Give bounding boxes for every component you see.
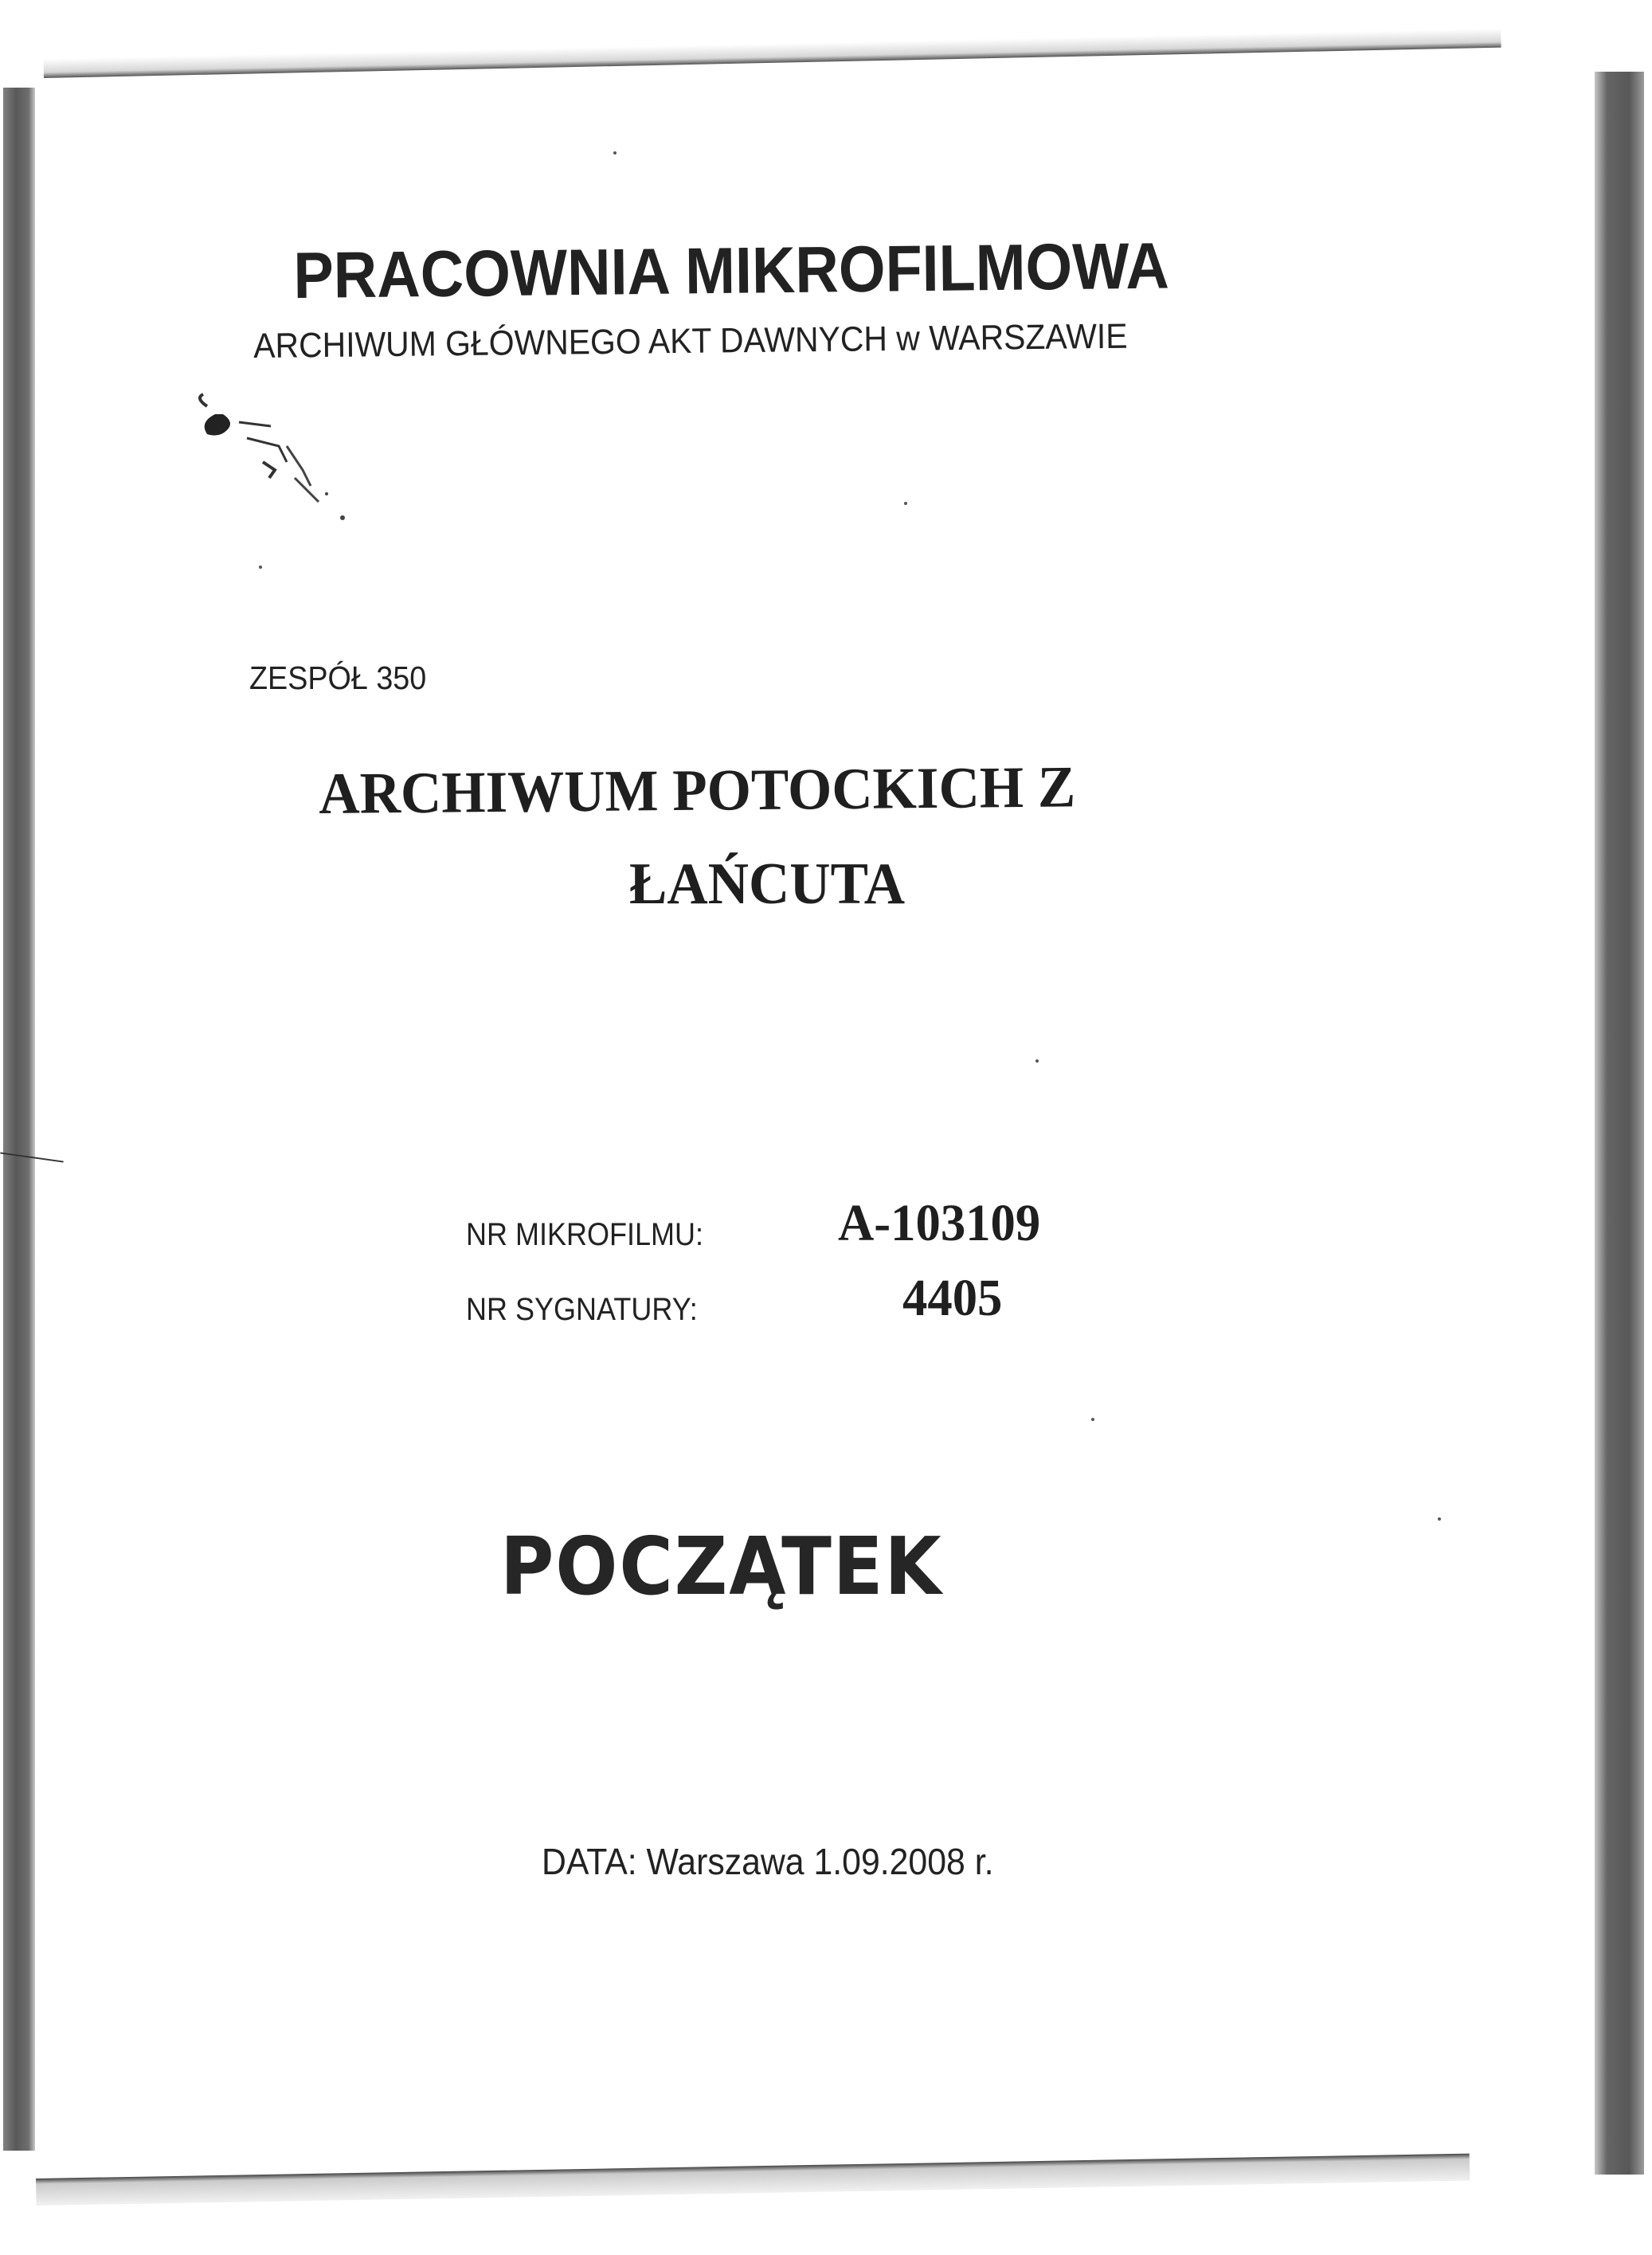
- archive-name-line2: ŁAŃCUTA: [629, 851, 906, 917]
- header-subtitle: ARCHIWUM GŁÓWNEGO AKT DAWNYCH w WARSZAWIE: [253, 316, 1128, 366]
- ink-blot-icon: [191, 390, 382, 534]
- scan-speck: [259, 566, 262, 569]
- left-scan-edge: [3, 88, 35, 2151]
- archive-name-line1: ARCHIWUM POTOCKICH Z: [319, 754, 1076, 827]
- scan-speck: [1035, 1059, 1039, 1063]
- signature-number-value: 4405: [902, 1269, 1003, 1327]
- scan-speck: [1438, 1517, 1441, 1521]
- scan-speck: [613, 151, 617, 155]
- date-line: DATA: Warszawa 1.09.2008 r.: [542, 1841, 994, 1882]
- bottom-scan-shadow: [36, 2154, 1470, 2206]
- start-marker: POCZĄTEK: [500, 1520, 943, 1613]
- microfilm-number-label: NR MIKROFILMU:: [466, 1217, 704, 1252]
- header-title: PRACOWNIA MIKROFILMOWA: [293, 229, 1170, 312]
- top-scan-shadow: [43, 29, 1501, 78]
- signature-number-label: NR SYGNATURY:: [466, 1292, 698, 1327]
- scan-speck: [1091, 1418, 1094, 1421]
- fonds-label: ZESPÓŁ 350: [249, 660, 427, 696]
- scan-speck: [904, 502, 907, 505]
- right-scan-edge: [1595, 72, 1644, 2175]
- microfilm-number-value: A-103109: [838, 1194, 1041, 1252]
